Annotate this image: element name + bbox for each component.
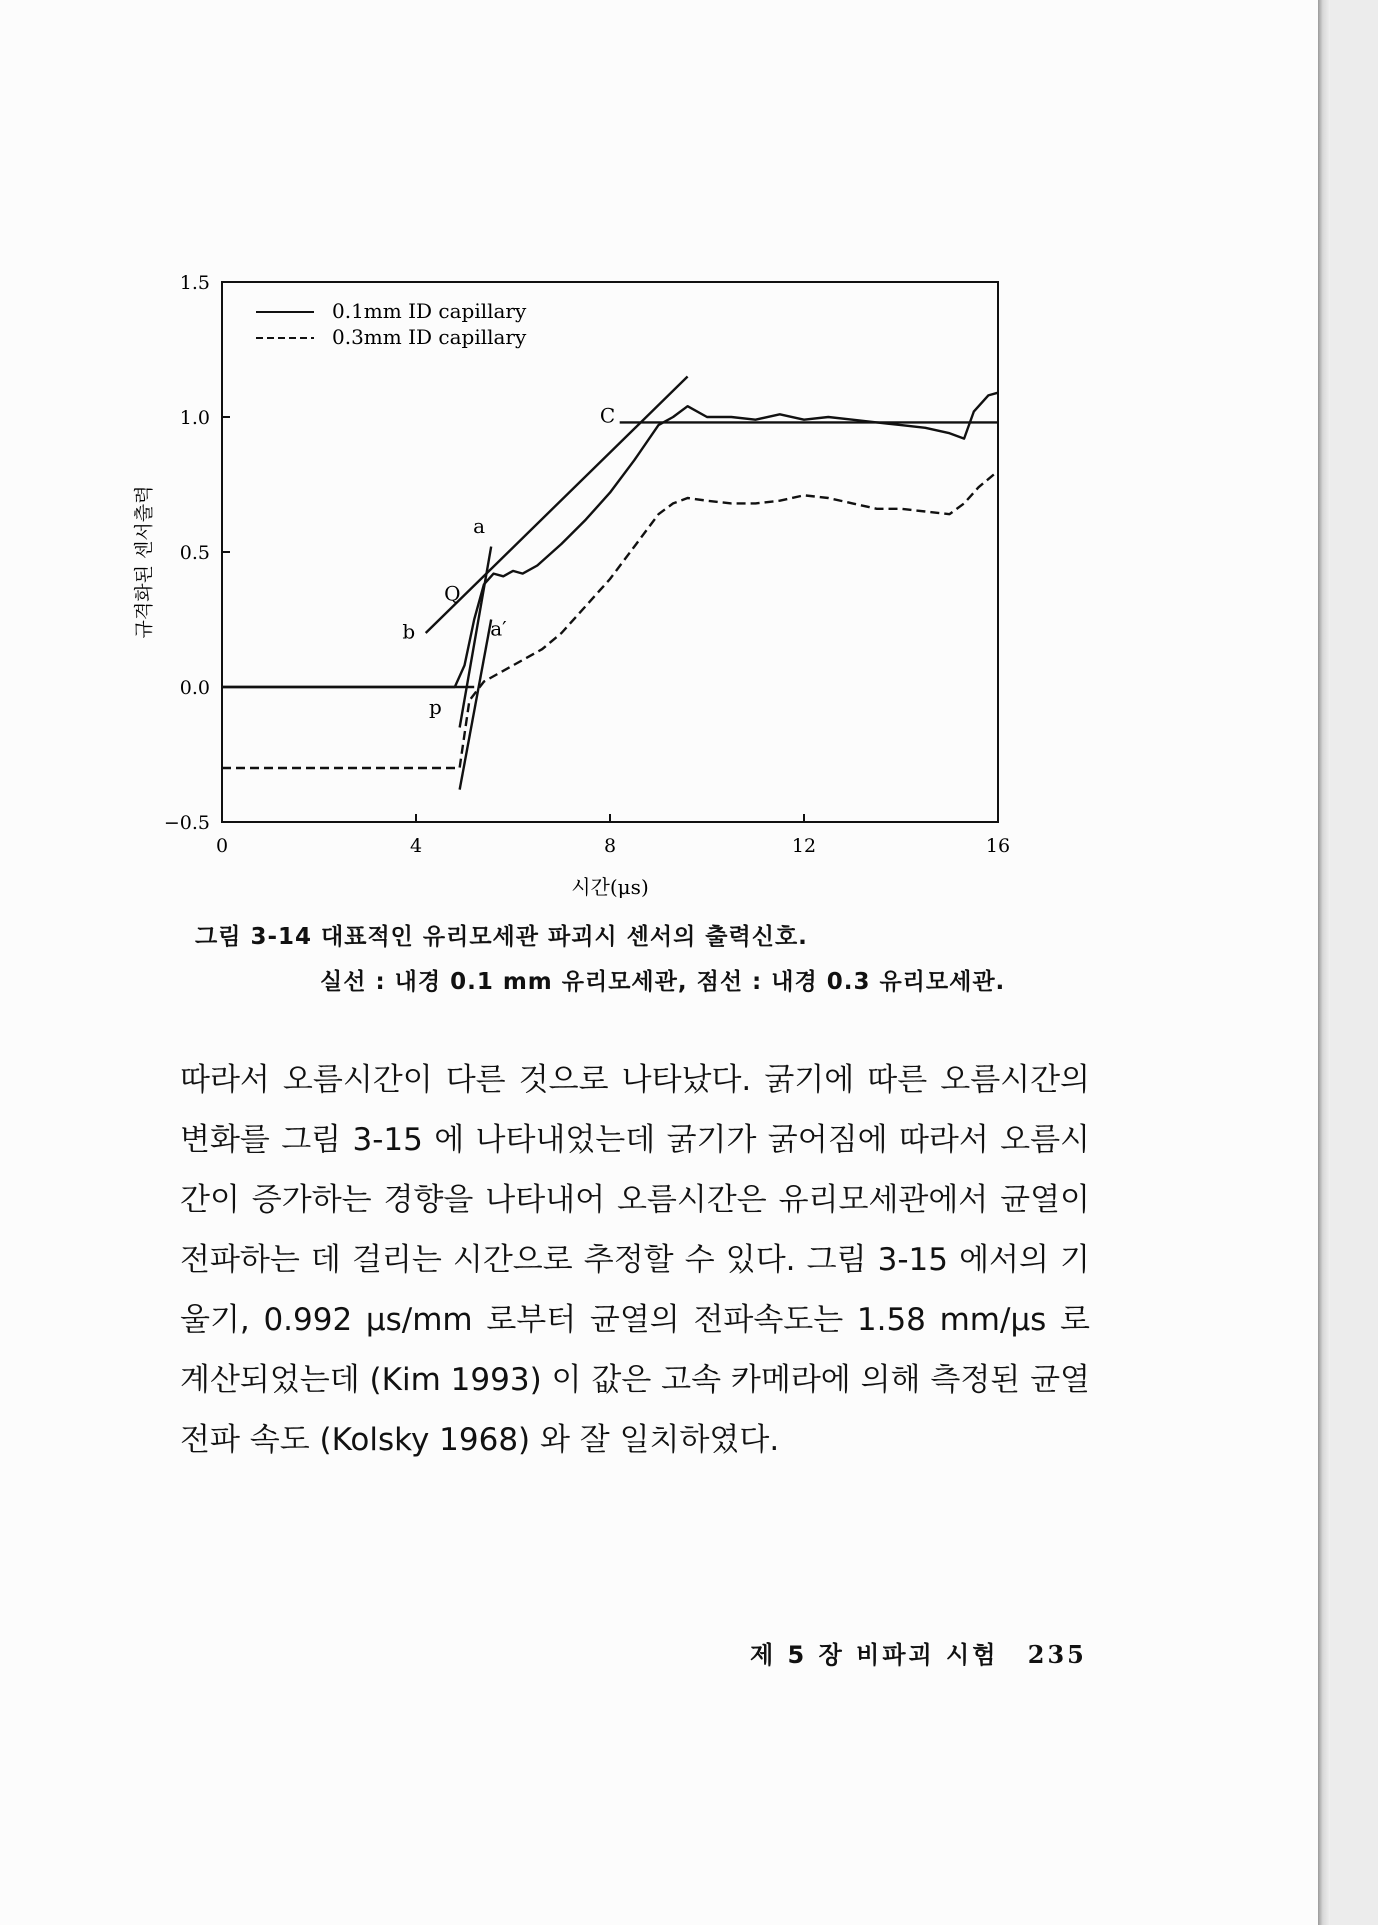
y-tick-label: 0.5	[179, 542, 210, 564]
x-tick-label: 8	[603, 835, 617, 857]
y-tick-label: 1.0	[179, 407, 210, 429]
page-number: 235	[1027, 1640, 1087, 1669]
y-tick-label: −0.5	[163, 812, 210, 834]
legend	[256, 299, 527, 349]
x-tick-label: 0	[215, 835, 229, 857]
body-paragraph: 따라서 오름시간이 다른 것으로 나타났다. 굵기에 따른 오름시간의 변화를 그림 3-15 에 나타내었는데 굵기가 굵어짐에 따라서 오름시간이 증가하는 경향을 나타내어 오름시간은 유리모세관에서 균열이 전파하는 데 걸리는 시간으로 추정할 수 있다. 그림 3-15 에서의 기울기, 0.992 μs/mm 로부터 균열의 전파속도는 1.58 mm/μs 로 계산되었는데 (Kim 1993) 이 값은 고속 카메라에 의해 측정된 균열 전파 속도 (Kolsky 1968) 와 잘 일치하였다.	[180, 1062, 1090, 1458]
annotations	[402, 403, 615, 719]
caption-line-1: 그림 3-14 대표적인 유리모세관 파괴시 센서의 출력신호.	[195, 924, 808, 950]
caption-line-2: 실선 : 내경 0.1 mm 유리모세관, 점선 : 내경 0.3 유리모세관.	[320, 969, 1006, 995]
annotation-label: a	[473, 514, 486, 539]
chapter-title: 제 5 장 비파괴 시험	[750, 1641, 999, 1669]
annotation-label: Q	[444, 581, 461, 606]
series-lines	[222, 393, 998, 768]
x-tick-label: 4	[409, 835, 423, 857]
fit-line	[426, 377, 688, 634]
annotation-label: a′	[490, 616, 507, 641]
figure-caption	[195, 918, 1095, 996]
legend-label: 0.1mm ID capillary	[332, 299, 527, 323]
annotation-label: p	[428, 695, 442, 719]
axis-ticks	[164, 272, 1010, 857]
x-tick-label: 12	[791, 835, 817, 857]
plot-frame	[222, 282, 998, 822]
fit-lines	[222, 377, 998, 790]
y-axis-label: 규격화된 센서출력	[133, 485, 155, 639]
series-line-0-3mm	[222, 471, 998, 768]
legend-label: 0.3mm ID capillary	[332, 325, 527, 349]
page-edge-shadow	[1318, 0, 1330, 1925]
x-tick-label: 16	[985, 835, 1011, 857]
series-line-0-1mm	[222, 393, 998, 687]
page-footer	[750, 1635, 1087, 1670]
y-tick-label: 1.5	[179, 272, 210, 294]
body-text	[180, 1050, 1090, 1470]
annotation-label: b	[402, 619, 416, 644]
annotation-label: C	[599, 403, 616, 428]
figure-chart	[133, 260, 1070, 900]
x-axis-label: 시간(μs)	[571, 875, 649, 899]
y-tick-label: 0.0	[179, 677, 210, 699]
chart-svg	[133, 260, 1070, 900]
